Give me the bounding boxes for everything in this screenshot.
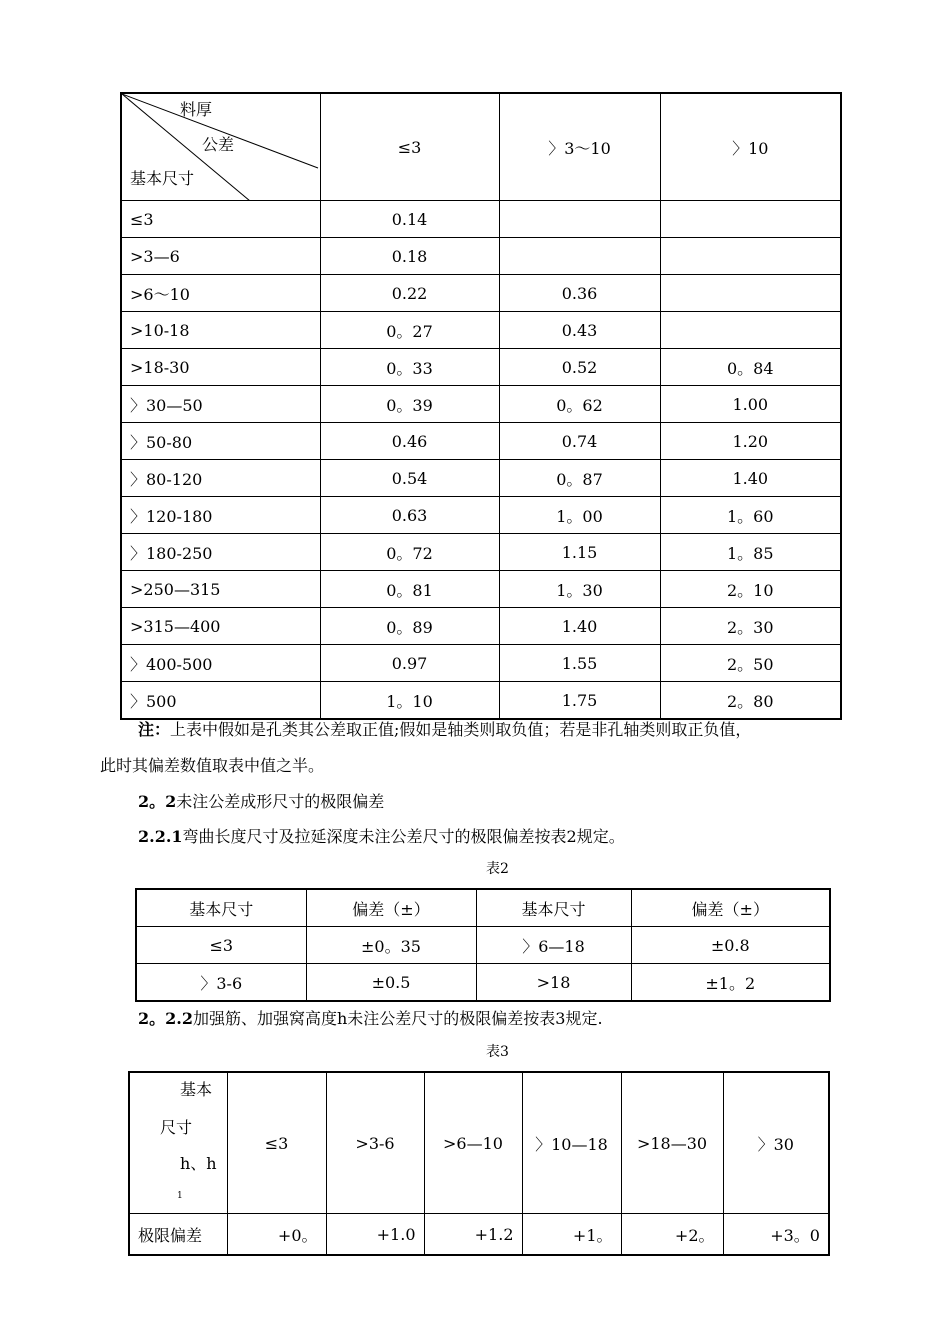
table-row [121,460,841,497]
table-row [136,927,830,964]
table2-cell: ±1。2 [631,964,830,1002]
value-cell: 0.43 [499,312,660,349]
value-cell [499,201,660,238]
size-cell: 〉400-500 [121,645,320,682]
table2-header-cell: 偏差（±） [306,889,476,927]
size-cell: 〉120-180 [121,497,320,534]
table-row [121,534,841,571]
tolerance-table-2 [135,888,831,1002]
value-cell: 0.14 [320,201,499,238]
col-header: 〉10 [660,93,841,201]
note-label: 注： [138,720,171,739]
table2-cell: 〉3-6 [136,964,306,1002]
table2-header-cell: 基本尺寸 [136,889,306,927]
table-row [121,645,841,682]
value-cell: 1.00 [660,386,841,423]
table2-header-row [136,889,830,927]
diag-basic-size-label: 基本尺寸 [130,169,195,188]
diag-tolerance-label: 公差 [202,135,235,154]
value-cell: 0。84 [660,349,841,386]
table3-col-header: >3-6 [326,1072,424,1214]
table-row [136,964,830,1002]
section-text: 加强筋、加强窝高度h未注公差尺寸的极限偏差按表3规定. [192,1009,603,1028]
section-number: 2。2 [138,792,177,811]
table2-cell: 〉6—18 [476,927,631,964]
value-cell: 0。33 [320,349,499,386]
table-row [121,682,841,720]
size-cell: >6～10 [121,275,320,312]
value-cell: 0.74 [499,423,660,460]
table-row [121,275,841,312]
head-line-3: h、h [180,1154,217,1173]
value-cell: 1.15 [499,534,660,571]
size-cell: 〉180-250 [121,534,320,571]
table-row [121,312,841,349]
value-cell: 0.63 [320,497,499,534]
diagonal-header-cell [121,93,320,201]
value-cell: 0。62 [499,386,660,423]
table3-row-label: 极限偏差 [129,1214,227,1256]
section-number: 2.2.1 [138,827,183,846]
value-cell: 0。87 [499,460,660,497]
value-cell: 1.20 [660,423,841,460]
value-cell: 0.54 [320,460,499,497]
value-cell: 0。81 [320,571,499,608]
table3-cell: +0。 [227,1214,326,1256]
table2-cell: ±0。35 [306,927,476,964]
value-cell: 2。10 [660,571,841,608]
value-cell: 0。89 [320,608,499,645]
col-header: ≤3 [320,93,499,201]
value-cell: 0.97 [320,645,499,682]
table3-cell: +2。 [621,1214,723,1256]
size-cell: >3—6 [121,238,320,275]
tolerance-table-3 [128,1071,830,1256]
value-cell: 1.75 [499,682,660,720]
size-cell: >315—400 [121,608,320,645]
size-cell: 〉500 [121,682,320,720]
table3-corner-cell [129,1072,227,1214]
value-cell: 0。72 [320,534,499,571]
note-text-1: 上表中假如是孔类其公差取正值;假如是轴类则取负值；若是非孔轴类则取正负值， [170,720,752,739]
value-cell: 0。39 [320,386,499,423]
note-text-2: 此时其偏差数值取表中值之半。 [100,756,325,775]
value-cell: 0.22 [320,275,499,312]
table3-col-header: 〉30 [723,1072,829,1214]
table3-cell: +1.0 [326,1214,424,1256]
table-row [129,1214,829,1256]
value-cell [660,312,841,349]
value-cell: 2。80 [660,682,841,720]
table2-cell: ±0.8 [631,927,830,964]
table-row [121,571,841,608]
value-cell: 1。00 [499,497,660,534]
value-cell: 1.40 [499,608,660,645]
value-cell: 1。10 [320,682,499,720]
table3-col-header: >6—10 [424,1072,522,1214]
value-cell: 0。27 [320,312,499,349]
table2-header-cell: 偏差（±） [631,889,830,927]
table-row [121,386,841,423]
table2-cell: ±0.5 [306,964,476,1002]
size-cell: ≤3 [121,201,320,238]
value-cell [660,275,841,312]
table-row [121,608,841,645]
size-cell: 〉80-120 [121,460,320,497]
table3-col-header: ≤3 [227,1072,326,1214]
value-cell: 0.18 [320,238,499,275]
section-number: 2。2.2 [138,1009,193,1028]
table-row [121,201,841,238]
tolerance-table-1 [120,92,842,720]
table1-header-row [121,93,841,201]
value-cell: 0.52 [499,349,660,386]
value-cell: 1。85 [660,534,841,571]
table3-cell: +1。 [522,1214,621,1256]
table3-header-row [129,1072,829,1214]
section-2-2-2-text [138,1006,603,1029]
col-header: 〉3～10 [499,93,660,201]
value-cell: 2。50 [660,645,841,682]
table-row [121,238,841,275]
table-row [121,349,841,386]
table3-cell: +3。0 [723,1214,829,1256]
value-cell [660,238,841,275]
value-cell: 1.40 [660,460,841,497]
value-cell: 2。30 [660,608,841,645]
head-line-2: 尺寸 [160,1118,193,1137]
size-cell: 〉50-80 [121,423,320,460]
value-cell: 1。30 [499,571,660,608]
section-2-2-heading [138,789,384,812]
size-cell: >250—315 [121,571,320,608]
value-cell: 1.55 [499,645,660,682]
size-cell: >10-18 [121,312,320,349]
section-title: 未注公差成形尺寸的极限偏差 [176,792,385,811]
value-cell: 0.46 [320,423,499,460]
value-cell: 1。60 [660,497,841,534]
head-subscript: 1 [177,1191,183,1201]
table2-caption: 表2 [486,861,509,877]
section-2-2-1-text [138,824,625,847]
table2-cell: >18 [476,964,631,1002]
table3-cell: +1.2 [424,1214,522,1256]
table2-header-cell: 基本尺寸 [476,889,631,927]
table3-caption: 表3 [486,1044,509,1060]
note-line-1 [138,717,751,740]
size-cell: 〉30—50 [121,386,320,423]
table-row [121,497,841,534]
value-cell: 0.36 [499,275,660,312]
size-cell: >18-30 [121,349,320,386]
table3-col-header: 〉10—18 [522,1072,621,1214]
head-line-1: 基本 [180,1080,213,1099]
section-text: 弯曲长度尺寸及拉延深度未注公差尺寸的极限偏差按表2规定。 [182,827,625,846]
table3-col-header: >18—30 [621,1072,723,1214]
table-row [121,423,841,460]
value-cell [499,238,660,275]
value-cell [660,201,841,238]
table2-cell: ≤3 [136,927,306,964]
diag-thickness-label: 料厚 [180,100,213,119]
